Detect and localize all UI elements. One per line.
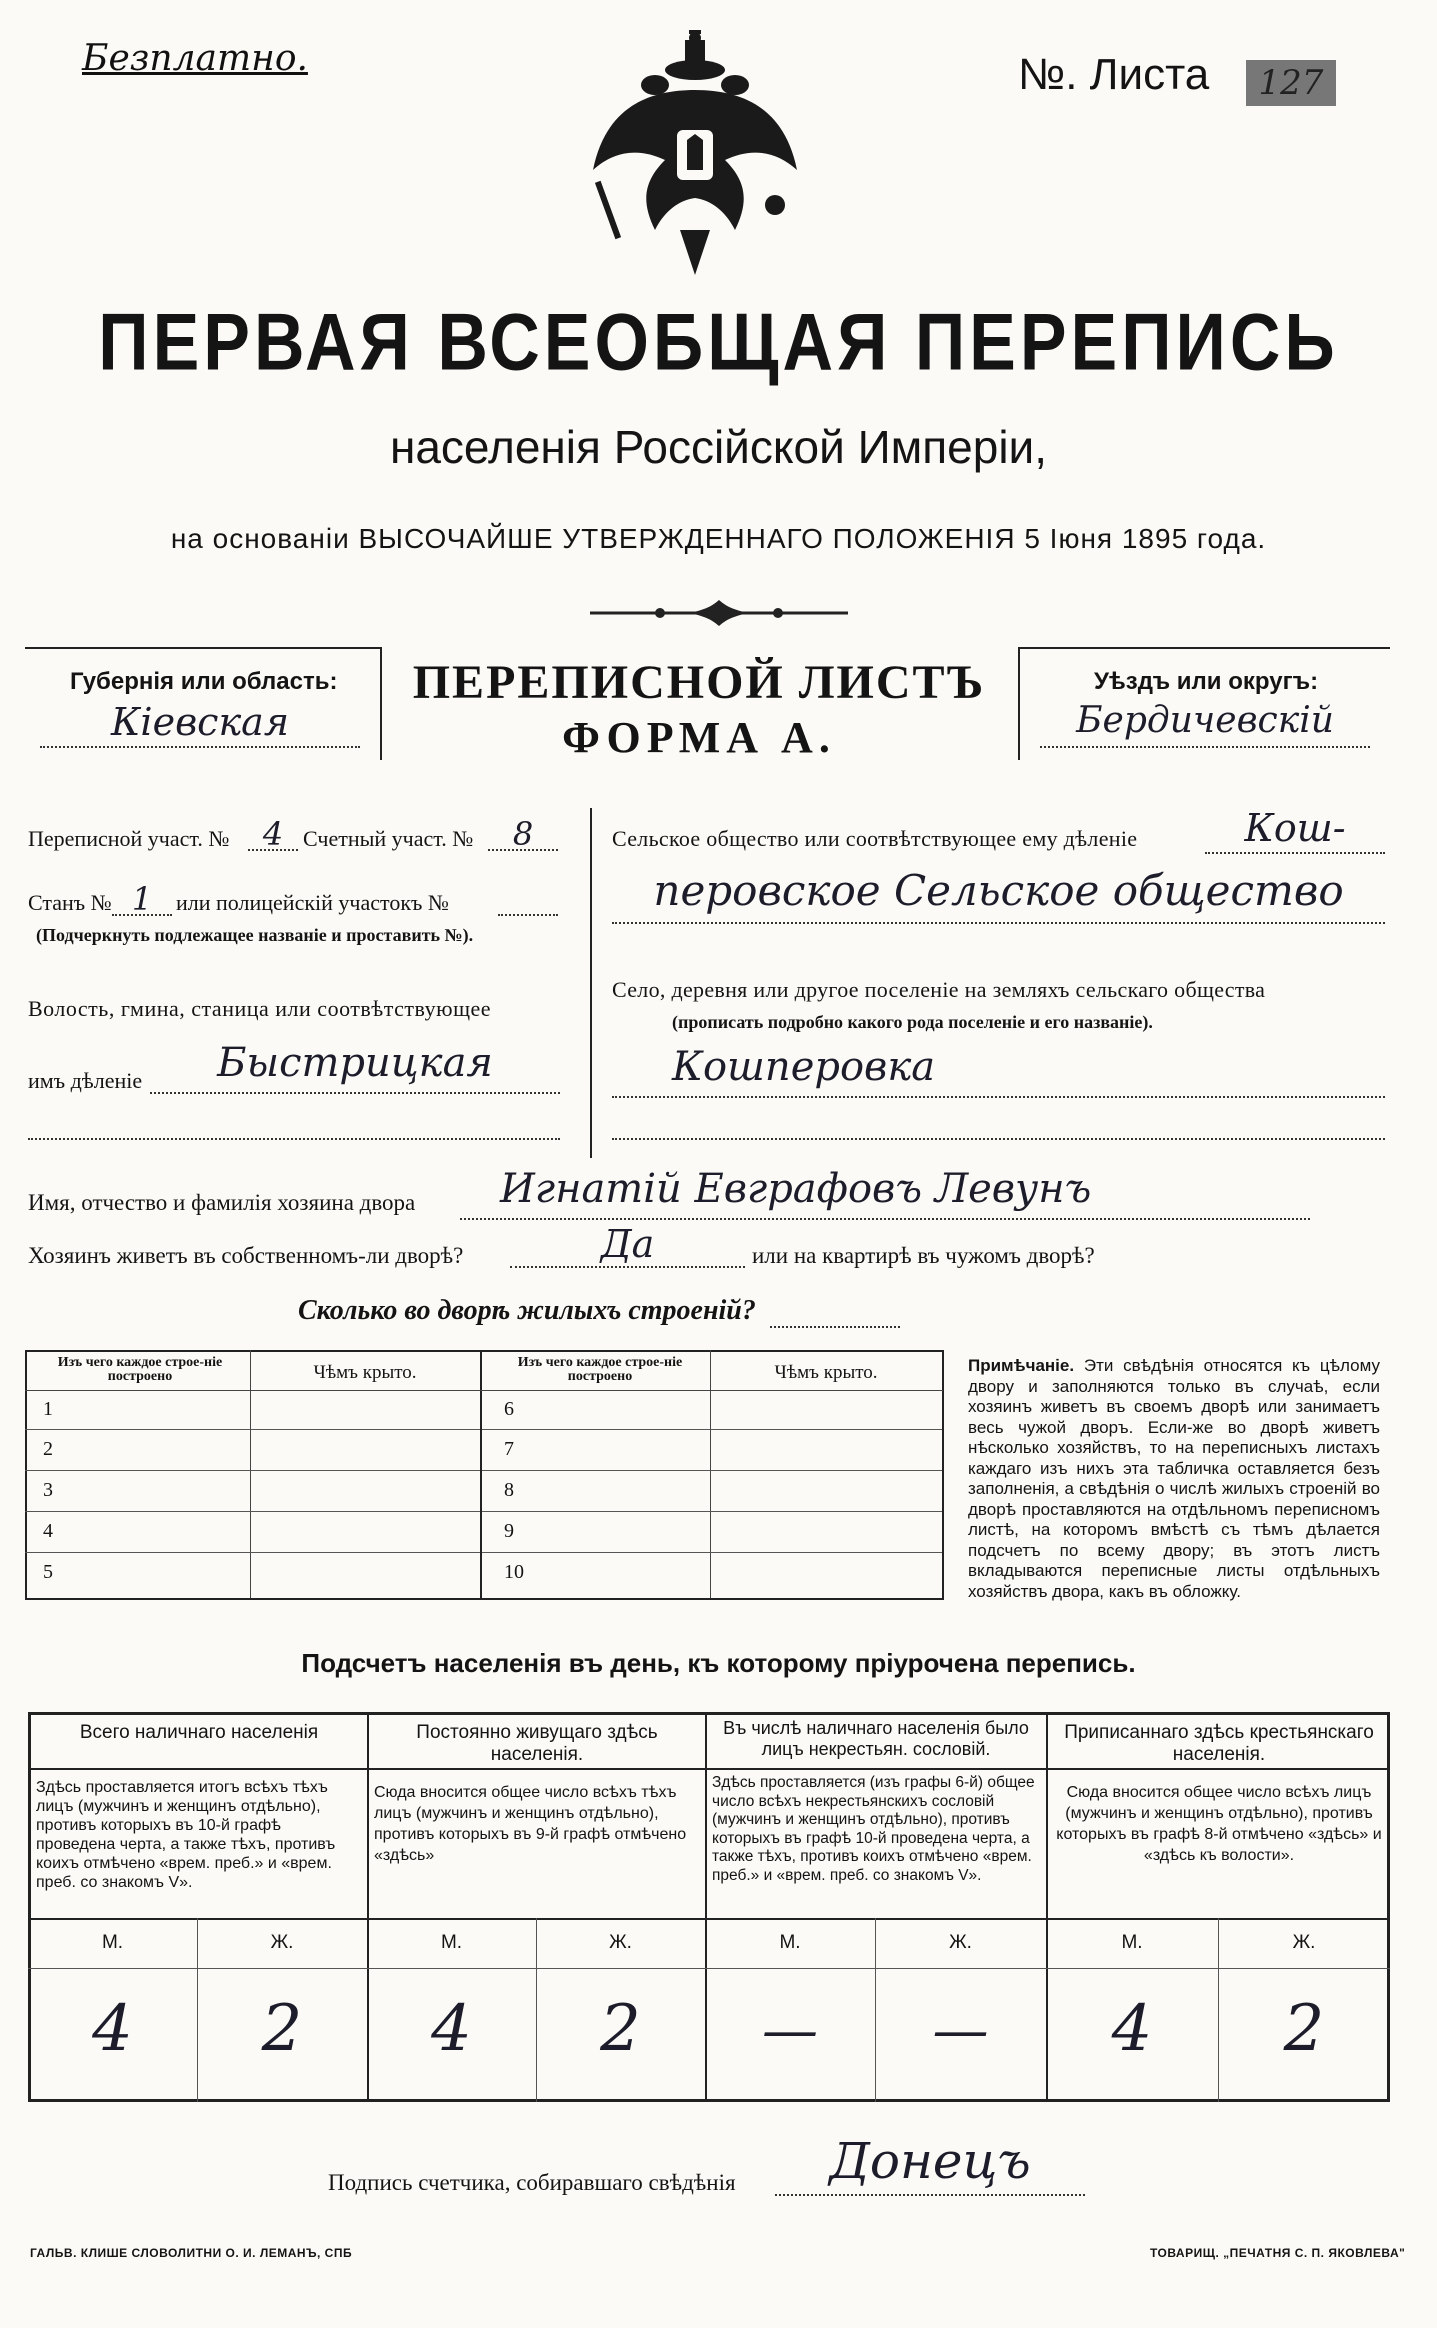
society-value-1: Кош- <box>1205 806 1385 854</box>
society-value-2: перовское Сельское общество <box>612 866 1385 924</box>
sheet-number-label: №. Листа <box>1018 50 1210 99</box>
col1-m-value: 4 <box>92 1992 133 2066</box>
uchast-value: 4 <box>248 815 298 851</box>
police-note: (Подчеркнуть подлежащее названіе и проставить №). <box>36 925 474 945</box>
table-row <box>482 1471 942 1512</box>
sheet-number-value: 127 <box>1246 60 1336 106</box>
village-note: (прописать подробно какого рода поселеніе и его названіе). <box>672 1012 1153 1032</box>
note-text: Эти свѣдѣнія относятся къ цѣлому двору и заполняются только въ случаѣ, если хозяинъ живетъ въ своемъ дворѣ или занимаетъ весь чужой дворъ. Если-же во дворѣ живетъ нѣсколько хозяйствъ, то на переписныхъ листахъ каждаго изъ нихъ эта табличка оставляется безъ заполненія, а свѣдѣнія о числѣ жилыхъ строеній во дворѣ проставляются на отдѣльномъ переписномъ листѣ, на которомъ вмѣстѣ съ тѣмъ дѣлается подсчетъ по всему двору; въ этотъ листъ вкладываются переписные листы отдѣльныхъ хозяйствъ двора, какъ въ обложку. <box>968 1356 1380 1601</box>
row-number: 10 <box>504 1561 524 1583</box>
volost-label-2: имъ дѣленіе <box>28 1068 143 1093</box>
row-number: 6 <box>504 1398 514 1420</box>
table-row <box>482 1430 942 1471</box>
col4-m-value: 4 <box>1111 1992 1153 2066</box>
stan-label: Станъ № <box>28 890 112 915</box>
count-title: Подсчетъ населенія въ день, къ которому пріурочена перепись. <box>301 1648 1136 1678</box>
col-material-left: Изъ чего каждое строе-ніе построено <box>57 1355 223 1384</box>
note-heading: Примѣчаніе. <box>968 1356 1075 1375</box>
col-material-right: Изъ чего каждое строе-ніе построено <box>517 1355 683 1384</box>
col2-header: Постоянно живущаго здѣсь населенія. <box>416 1722 658 1765</box>
footer-left: ГАЛЬВ. КЛИШЕ СЛОВОЛИТНИ О. И. ЛЕМАНЪ, СПБ <box>30 2246 353 2260</box>
buildings-answer-line <box>770 1308 900 1328</box>
col1-header: Всего наличнаго населенія <box>79 1722 319 1743</box>
police-value-line <box>498 880 558 916</box>
col3-header: Въ числѣ наличнаго населенія было лицъ некрестьян. сословій. <box>723 1718 1029 1759</box>
footer-right: ТОВАРИЩ. „ПЕЧАТНЯ С. П. ЯКОВЛЕВА" <box>1150 2246 1406 2260</box>
police-label: или полицейскій участокъ № <box>176 890 449 915</box>
row-number: 7 <box>504 1438 514 1460</box>
col1-zh-value: 2 <box>261 1992 303 2066</box>
owner-name-value: Игнатій Евграфовъ Левунъ <box>460 1166 1310 1220</box>
imperial-eagle-emblem <box>585 30 805 280</box>
table-row <box>482 1553 942 1597</box>
col4-zh-value: 2 <box>1283 1992 1325 2066</box>
page-title: ПЕРВАЯ ВСЕОБЩАЯ ПЕРЕПИСЬ <box>98 297 1339 387</box>
col2-desc: Сюда вносится общее число всѣхъ тѣхъ лицъ (мужчинъ и женщинъ отдѣльно), противъ которыхъ въ 9-й графѣ отмѣчено «здѣсь» <box>374 1784 687 1864</box>
form-title: ПЕРЕПИСНОЙ ЛИСТЪ <box>412 656 986 709</box>
row-number: 8 <box>504 1479 514 1501</box>
col1-zh-label: Ж. <box>270 1932 294 1953</box>
table-row <box>25 1553 480 1597</box>
table-row <box>25 1430 480 1471</box>
row-number: 2 <box>43 1438 53 1460</box>
table-row <box>482 1512 942 1553</box>
col3-desc: Здѣсь проставляется (изъ графы 6-й) общее число всѣхъ некрестьянскихъ сословій (мужчинъ и женщинъ отдѣльно), противъ которыхъ въ графѣ 10-й проведена черта, а также тѣхъ, противъ коихъ отмѣчено «врем. преб.» и «врем. преб. со знакомъ V». <box>712 1774 1035 1884</box>
form-subtitle: ФОРМА А. <box>562 713 836 762</box>
note-block <box>968 1356 1380 1602</box>
lives-own-value: Да <box>510 1222 745 1268</box>
row-number: 4 <box>43 1520 53 1542</box>
col4-m-label: М. <box>1121 1932 1143 1953</box>
buildings-rows-right <box>482 1390 942 1597</box>
col-roof-left: Чѣмъ крыто. <box>313 1362 417 1383</box>
col2-m-value: 4 <box>431 1992 472 2066</box>
col3-zh-label: Ж. <box>949 1932 972 1953</box>
free-label: Безплатно. <box>82 38 308 79</box>
row-number: 9 <box>504 1520 514 1542</box>
col1-desc: Здѣсь проставляется итогъ всѣхъ тѣхъ лицъ (мужчинъ и женщинъ отдѣльно), противъ которыхъ въ 10-й графѣ проведена черта, а также тѣхъ, противъ коихъ отмѣчено «врем. преб.» и «врем. преб. со знакомъ V». <box>36 1779 336 1891</box>
col-roof-right: Чѣмъ крыто. <box>774 1362 878 1383</box>
village-value: Кошперовка <box>612 1044 1385 1098</box>
uchast-label: Переписной участ. № <box>28 826 230 851</box>
schet-label: Счетный участ. № <box>303 826 474 851</box>
col3-m-value: — <box>762 1998 818 2063</box>
col3-m-label: М. <box>779 1932 801 1953</box>
table-row <box>482 1390 942 1430</box>
col4-desc: Сюда вносится общее число всѣхъ лицъ (мужчинъ и женщинъ отдѣльно), противъ которыхъ въ графѣ 8-й отмѣчено «здѣсь» и «здѣсь къ волости». <box>1056 1784 1382 1864</box>
signature-value: Донецъ <box>775 2132 1085 2196</box>
uezd-label: Уѣздъ или округъ: <box>1094 668 1319 695</box>
row-number: 3 <box>43 1479 53 1501</box>
col3-zh-value: — <box>932 1998 989 2063</box>
apartment-label: или на квартирѣ въ чужомъ дворѣ? <box>752 1243 1095 1268</box>
volost-extra-line <box>28 1110 560 1140</box>
uezd-value: Бердичевскій <box>1040 700 1370 748</box>
buildings-rows-left <box>25 1390 480 1597</box>
col2-zh-value: 2 <box>600 1992 641 2066</box>
schet-value: 8 <box>488 815 558 851</box>
col2-zh-label: Ж. <box>609 1932 632 1953</box>
row-number: 1 <box>43 1398 53 1420</box>
page-subtitle: населенія Россійской Имперіи, <box>389 421 1048 473</box>
col2-m-label: М. <box>440 1932 463 1953</box>
table-row <box>25 1471 480 1512</box>
lives-own-label: Хозяинъ живетъ въ собственномъ-ли дворѣ? <box>28 1243 464 1268</box>
owner-name-label: Имя, отчество и фамилія хозяина двора <box>28 1190 416 1215</box>
table-row <box>25 1390 480 1430</box>
gubernia-label: Губернія или область: <box>70 668 338 695</box>
volost-value: Быстрицкая <box>150 1040 560 1094</box>
row-number: 5 <box>43 1561 53 1583</box>
society-label: Сельское общество или соотвѣтствующее ему дѣленіе <box>612 826 1138 851</box>
col4-header: Приписаннаго здѣсь крестьянскаго населенія. <box>1064 1722 1374 1765</box>
stan-value: 1 <box>112 880 172 916</box>
gubernia-value: Кіевская <box>40 700 360 748</box>
signature-label: Подпись счетчика, собиравшаго свѣдѣнія <box>328 2170 736 2195</box>
village-extra-line <box>612 1110 1385 1140</box>
volost-label: Волость, гмина, станица или соотвѣтствующее <box>28 996 492 1021</box>
col4-zh-label: Ж. <box>1292 1932 1316 1953</box>
buildings-question: Сколько во дворѣ жилыхъ строеній? <box>298 1295 756 1326</box>
legal-basis: на основаніи ВЫСОЧАЙШЕ УТВЕРЖДЕННАГО ПОЛОЖЕНІЯ 5 Іюня 1895 года. <box>170 523 1267 554</box>
ornament-divider-icon <box>590 598 848 628</box>
village-label: Село, деревня или другое поселеніе на земляхъ сельскаго общества <box>612 977 1266 1002</box>
table-row <box>25 1512 480 1553</box>
col1-m-label: М. <box>101 1932 124 1953</box>
